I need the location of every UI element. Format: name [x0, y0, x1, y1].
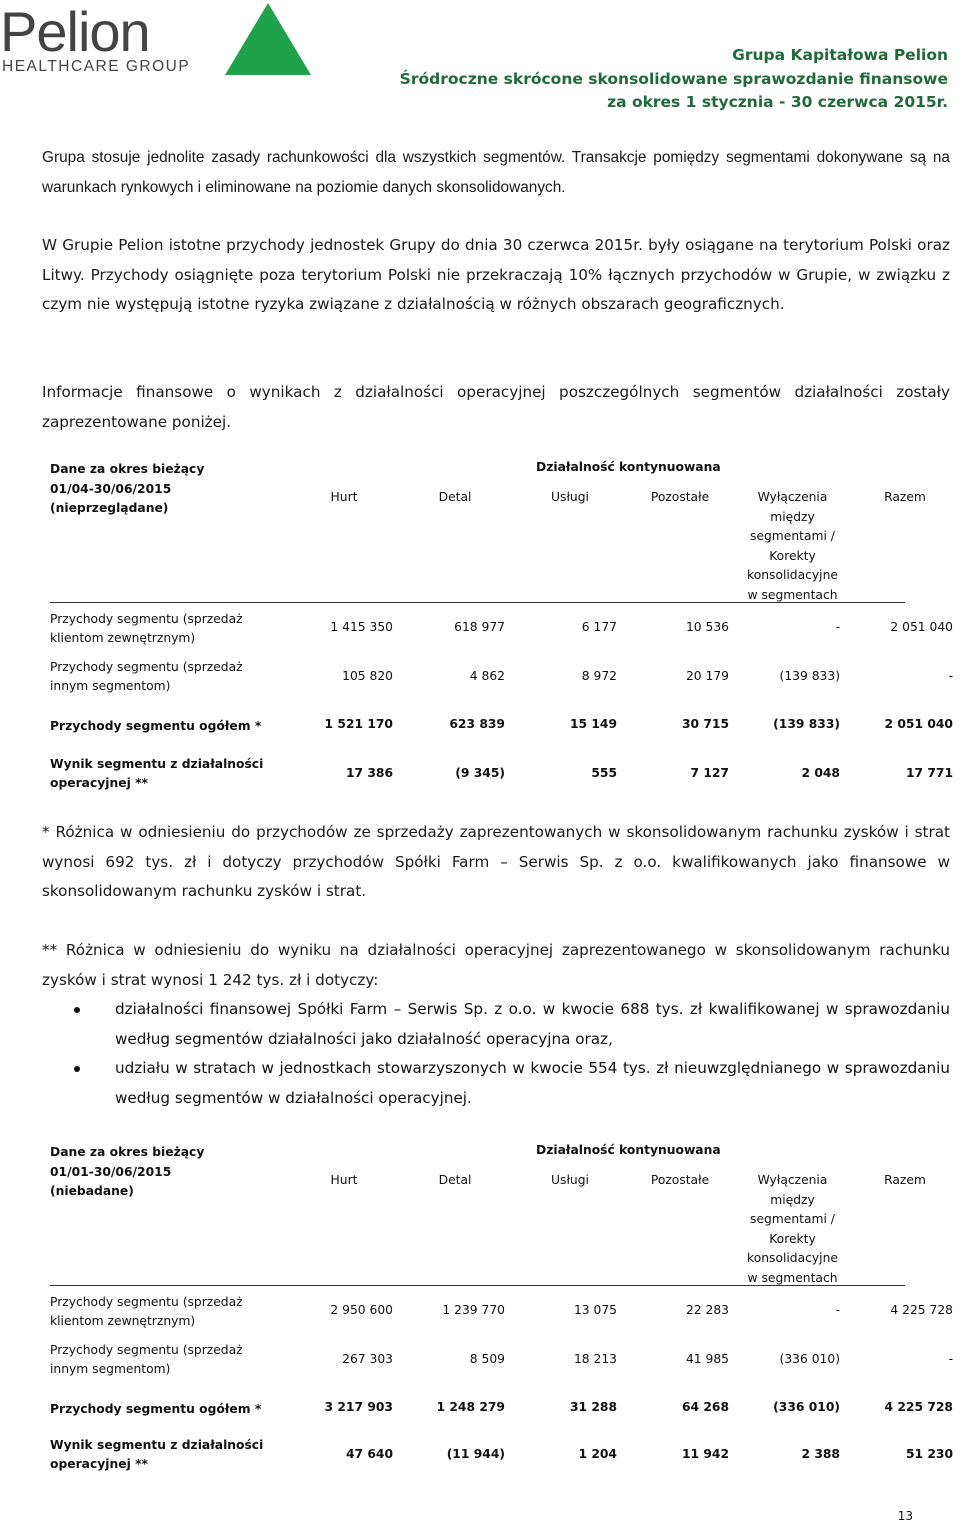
- table-cell: 7 127: [690, 766, 729, 780]
- table-cell: (336 010): [779, 1352, 840, 1366]
- table-cell: 11 942: [681, 1447, 729, 1461]
- table-divider: [50, 602, 905, 603]
- row-label-operating-result: Wynik segmentu z działalności operacyjnej **: [50, 1438, 264, 1471]
- table-cell: 6 177: [581, 620, 617, 634]
- table-cell: 4 862: [469, 669, 505, 683]
- paragraph-intro-table: Informacje finansowe o wynikach z działalności operacyjnej poszczególnych segmentów działalności zostały zaprezentowane poniżej.: [42, 383, 950, 431]
- table-cell: 15 149: [569, 717, 617, 731]
- wylaczenia-line: konsolidacyjne: [747, 1251, 838, 1265]
- paragraph-segment-policy: Grupa stosuje jednolite zasady rachunkowości dla wszystkich segmentów. Transakcje pomiędzy segmentami dokonywane są na warunkach rynkowych i eliminowane na poziomie danych skonsolidowanych.: [42, 149, 950, 196]
- table-cell: -: [948, 1352, 953, 1366]
- table-cell: 1 415 350: [330, 620, 393, 634]
- table-cell: 2 051 040: [884, 717, 953, 731]
- column-header-hurt: Hurt: [330, 1173, 358, 1187]
- table-period-header: [50, 1143, 204, 1202]
- bullet-icon: [74, 1066, 80, 1072]
- footnote-revenue-difference: * Różnica w odniesieniu do przychodów ze sprzedaży zaprezentowanych w skonsolidowanym rachunku zysków i strat wynosi 692 tys. zł i dotyczy przychodów Spółki Farm – Serwis Sp. z o.o. kwalifikowanych jako finansowe w skonsolidowanym rachunku zysków i strat.: [42, 823, 950, 900]
- footnote-result-difference: ** Różnica w odniesieniu do wyniku na działalności operacyjnej zaprezentowanego w skonsolidowanym rachunku zysków i strat wynosi 1 242 tys. zł i dotyczy:: [42, 941, 950, 989]
- wylaczenia-line: Korekty: [769, 1231, 816, 1246]
- column-group-header: Działalność kontynuowana: [536, 460, 721, 474]
- period-range: 01/04-30/06/2015: [50, 481, 172, 496]
- column-header-uslugi: Usługi: [551, 1173, 589, 1187]
- wylaczenia-line: między: [770, 509, 815, 524]
- table-cell: 618 977: [454, 620, 505, 634]
- column-header-pozostale: Pozostałe: [650, 490, 710, 504]
- column-header-pozostale: Pozostałe: [650, 1173, 710, 1187]
- table-cell: 267 303: [342, 1352, 393, 1366]
- row-label-operating-result: Wynik segmentu z działalności operacyjnej **: [50, 757, 264, 790]
- wylaczenia-line: w segmentach: [747, 1270, 838, 1285]
- table-cell: (11 944): [446, 1447, 505, 1461]
- table-cell: 31 288: [569, 1400, 617, 1414]
- table-cell: 30 715: [681, 717, 729, 731]
- column-header-uslugi: Usługi: [551, 490, 589, 504]
- table-cell: 4 225 728: [890, 1303, 953, 1317]
- table-cell: 3 217 903: [324, 1400, 393, 1414]
- table-cell: -: [835, 1303, 840, 1317]
- column-header-razem: Razem: [884, 1173, 926, 1187]
- page-number: 13: [897, 1509, 913, 1523]
- paragraph-geography: W Grupie Pelion istotne przychody jednostek Grupy do dnia 30 czerwca 2015r. były osiągane na terytorium Polski oraz Litwy. Przychody osiągnięte poza terytorium Polski nie przekraczają 10% łącznych przychodów w Grupie, w związku z czym nie występują istotne ryzyka związane z działalnością w różnych obszarach geograficznych.: [42, 236, 950, 313]
- table-cell: 555: [591, 766, 617, 780]
- table-cell: -: [835, 620, 840, 634]
- column-group-header: Działalność kontynuowana: [536, 1143, 721, 1157]
- wylaczenia-line: segmentami /: [750, 529, 835, 543]
- bullet-icon: [74, 1007, 80, 1013]
- column-header-wylaczenia: [735, 1171, 850, 1288]
- wylaczenia-line: Korekty: [769, 548, 816, 563]
- logo-brand: Pelion: [0, 0, 150, 63]
- period-range: 01/01-30/06/2015: [50, 1164, 172, 1179]
- table-cell: (139 833): [773, 717, 840, 731]
- wylaczenia-line: Wyłączenia: [757, 490, 828, 504]
- table-cell: 18 213: [573, 1352, 617, 1366]
- wylaczenia-line: konsolidacyjne: [747, 568, 838, 582]
- table-divider: [50, 1285, 905, 1286]
- bullet-item: [78, 1054, 950, 1113]
- column-header-hurt: Hurt: [330, 490, 358, 504]
- column-header-wylaczenia: [735, 488, 850, 605]
- table-cell: 64 268: [681, 1400, 729, 1414]
- table-cell: 1 204: [578, 1447, 617, 1461]
- row-label-external: Przychody segmentu (sprzedaż klientom zewnętrznym): [50, 612, 243, 645]
- table-cell: (9 345): [455, 766, 505, 780]
- header-report-title: Śródroczne skrócone skonsolidowane sprawozdanie finansowe: [399, 69, 948, 88]
- bullet-text: działalności finansowej Spółki Farm – Serwis Sp. z o.o. w kwocie 688 tys. zł kwalifikowanej w sprawozdaniu według segmentów działalności jako działalność operacyjna oraz,: [115, 1000, 950, 1048]
- table-cell: 20 179: [685, 669, 729, 683]
- wylaczenia-line: w segmentach: [747, 587, 838, 602]
- column-header-detal: Detal: [438, 1173, 472, 1187]
- table-cell: 4 225 728: [884, 1400, 953, 1414]
- wylaczenia-line: Wyłączenia: [757, 1173, 828, 1187]
- table-cell: 2 950 600: [330, 1303, 393, 1317]
- table-cell: 17 386: [345, 766, 393, 780]
- table-cell: 10 536: [685, 620, 729, 634]
- row-label-intersegment: Przychody segmentu (sprzedaż innym segmentom): [50, 1343, 243, 1376]
- table-cell: 1 248 279: [436, 1400, 505, 1414]
- period-label: Dane za okres bieżący: [50, 462, 205, 476]
- segment-table-h1: [50, 1143, 955, 1483]
- header-company: Grupa Kapitałowa Pelion: [732, 46, 948, 64]
- row-label-total: Przychody segmentu ogółem *: [50, 1402, 262, 1416]
- table-cell: 47 640: [345, 1447, 393, 1461]
- column-header-razem: Razem: [884, 490, 926, 504]
- table-period-header: [50, 460, 204, 519]
- table-cell: 2 051 040: [890, 620, 953, 634]
- logo-triangle-icon: [225, 3, 311, 75]
- table-cell: 41 985: [685, 1352, 729, 1366]
- table-cell: 13 075: [573, 1303, 617, 1317]
- wylaczenia-line: segmentami /: [750, 1212, 835, 1226]
- table-cell: 105 820: [342, 669, 393, 683]
- bullet-text: udziału w stratach w jednostkach stowarzyszonych w kwocie 554 tys. zł nieuwzględnianego w sprawozdaniu według segmentów w działalności operacyjnej.: [115, 1059, 950, 1107]
- document-header: [400, 44, 948, 115]
- table-cell: 17 771: [905, 766, 953, 780]
- segment-table-q2: [50, 460, 955, 800]
- bullet-item: [78, 995, 950, 1054]
- table-cell: -: [948, 669, 953, 683]
- table-cell: 2 388: [801, 1447, 840, 1461]
- table-cell: 51 230: [905, 1447, 953, 1461]
- pelion-logo: [0, 0, 320, 80]
- row-label-total: Przychody segmentu ogółem *: [50, 719, 262, 733]
- period-audit-status: (nieprzeglądane): [50, 501, 169, 515]
- table-cell: 8 509: [469, 1352, 505, 1366]
- column-header-detal: Detal: [438, 490, 472, 504]
- table-cell: 1 521 170: [324, 717, 393, 731]
- table-cell: 2 048: [801, 766, 840, 780]
- wylaczenia-line: między: [770, 1192, 815, 1207]
- period-audit-status: (niebadane): [50, 1184, 134, 1198]
- logo-subtitle: HEALTHCARE GROUP: [2, 58, 191, 75]
- row-label-external: Przychody segmentu (sprzedaż klientom zewnętrznym): [50, 1295, 243, 1328]
- table-cell: 1 239 770: [442, 1303, 505, 1317]
- row-label-intersegment: Przychody segmentu (sprzedaż innym segmentom): [50, 660, 243, 693]
- table-cell: (139 833): [779, 669, 840, 683]
- header-period: za okres 1 stycznia - 30 czerwca 2015r.: [607, 93, 948, 111]
- period-label: Dane za okres bieżący: [50, 1145, 205, 1159]
- table-cell: 8 972: [581, 669, 617, 683]
- table-cell: (336 010): [773, 1400, 840, 1414]
- table-cell: 22 283: [685, 1303, 729, 1317]
- table-cell: 623 839: [449, 717, 505, 731]
